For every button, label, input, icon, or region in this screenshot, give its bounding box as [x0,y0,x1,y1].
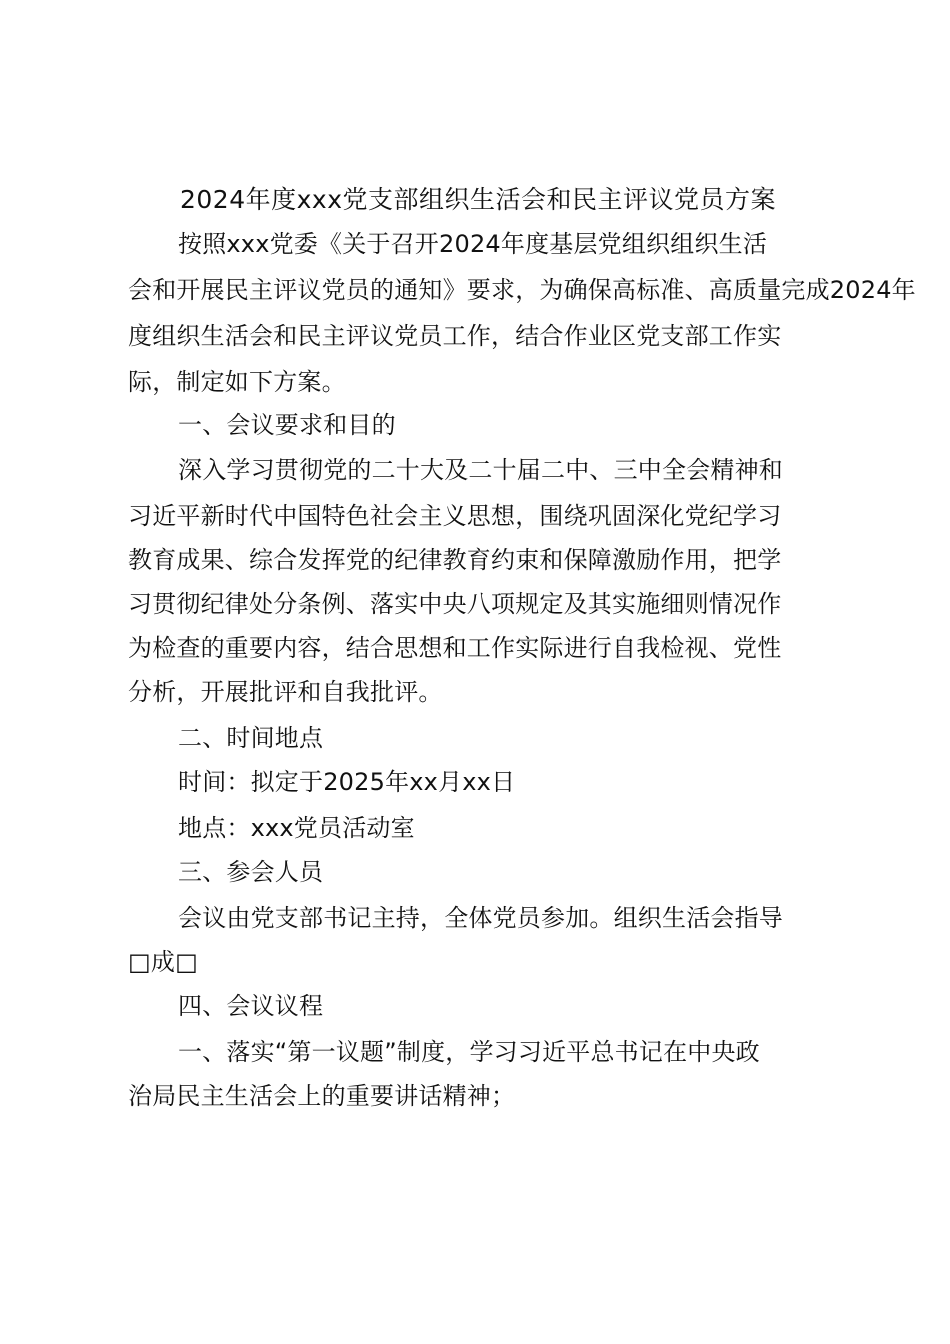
paragraph-line: 会和开展民主评议党员的通知》要求，为确保高标准、高质量完成2024年 [128,276,916,304]
paragraph-line: □成□ [128,948,198,976]
paragraph-line: 习贯彻纪律处分条例、落实中央八项规定及其实施细则情况作 [128,590,782,618]
paragraph-line: 度组织生活会和民主评议党员工作，结合作业区党支部工作实 [128,322,782,350]
paragraph-line: 会议由党支部书记主持，全体党员参加。组织生活会指导 [178,904,783,932]
section-heading-2: 二、时间地点 [178,724,324,752]
agenda-item-continued: 治局民主生活会上的重要讲话精神； [128,1082,516,1110]
paragraph-line: 为检查的重要内容，结合思想和工作实际进行自我检视、党性 [128,634,782,662]
section-heading-1: 一、会议要求和目的 [178,411,396,439]
paragraph-line: 教育成果、综合发挥党的纪律教育约束和保障激励作用，把学 [128,546,782,574]
meeting-time: 时间：拟定于2025年xx月xx日 [178,768,516,796]
paragraph-line: 分析，开展批评和自我批评。 [128,678,443,706]
paragraph-line: 深入学习贯彻党的二十大及二十届二中、三中全会精神和 [178,456,783,484]
meeting-location: 地点：xxx党员活动室 [178,814,415,842]
paragraph-line: 际，制定如下方案。 [128,368,346,396]
paragraph-line: 按照xxx党委《关于召开2024年度基层党组织组织生活 [178,230,768,258]
agenda-item: 一、落实“第一议题”制度，学习习近平总书记在中央政 [178,1038,760,1066]
section-heading-3: 三、参会人员 [178,858,324,886]
document-title: 2024年度xxx党支部组织生活会和民主评议党员方案 [179,185,776,214]
paragraph-line: 习近平新时代中国特色社会主义思想，围绕巩固深化党纪学习 [128,502,782,530]
section-heading-4: 四、会议议程 [178,992,324,1020]
